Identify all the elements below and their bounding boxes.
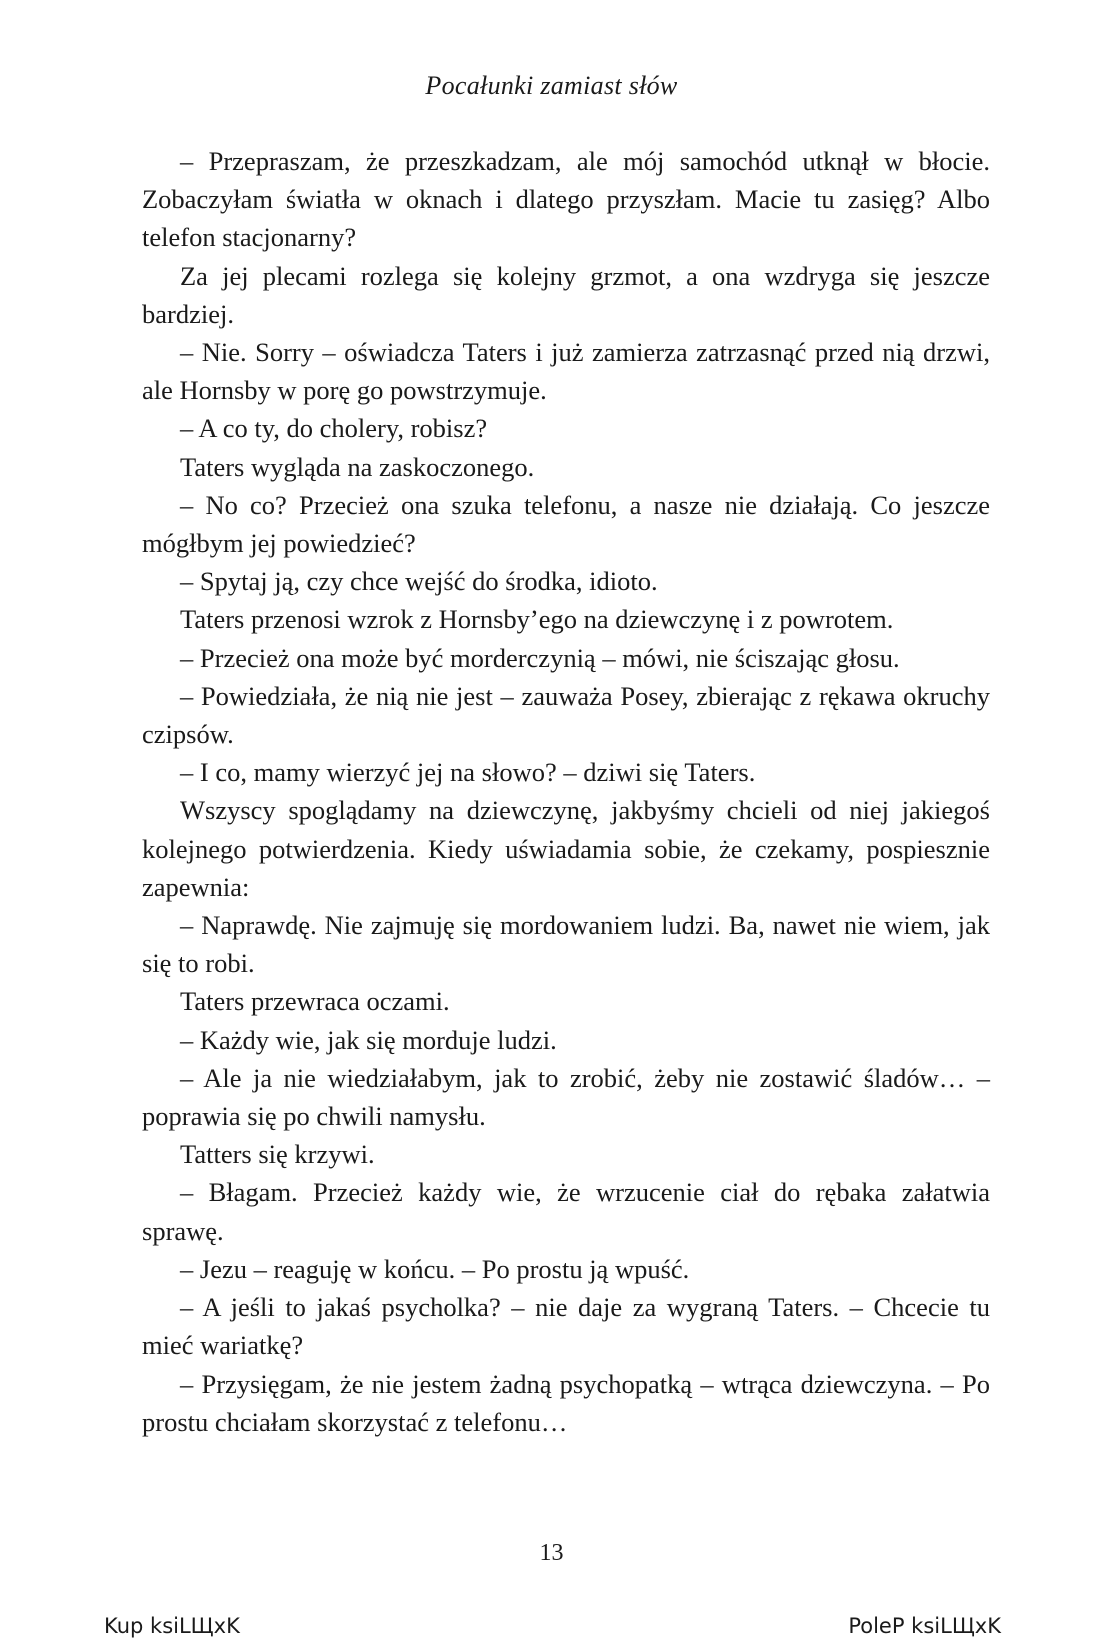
paragraph: – Powiedziała, że nią nie jest – zauważa Posey, zbierając z rękawa okruchy czipsów. — [142, 680, 990, 750]
paragraph: – No co? Przecież ona szuka telefonu, a nasze nie działają. Co jeszcze mógłbym jej powiedzieć? — [142, 489, 990, 559]
paragraph: – Przysięgam, że nie jestem żadną psychopatką – wtrąca dziewczyna. – Po prostu chciałam skorzystać z telefonu… — [142, 1368, 990, 1437]
paragraph: – Przecież ona może być morderczynią – mówi, nie ściszając głosu. — [180, 642, 900, 673]
paragraph: – Jezu – reaguję w końcu. – Po prostu ją wpuść. — [180, 1253, 690, 1284]
paragraph: – Naprawdę. Nie zajmuję się mordowaniem ludzi. Ba, nawet nie wiem, jak się to robi. — [142, 910, 990, 979]
recommend-book-link[interactable]: PoleP ksiLЩxK — [848, 1614, 1001, 1638]
paragraph: Taters przenosi wzrok z Hornsby’ego na dziewczynę i z powrotem. — [180, 604, 894, 635]
body-text — [142, 142, 990, 1441]
paragraph: Taters wygląda na zaskoczonego. — [180, 451, 535, 482]
paragraph: – Nie. Sorry – oświadcza Taters i już zamierza zatrzasnąć przed nią drzwi, ale Hornsby w porę go powstrzymuje. — [142, 337, 990, 406]
paragraph: – Każdy wie, jak się morduje ludzi. — [180, 1024, 557, 1055]
paragraph: – Przepraszam, że przeszkadzam, ale mój samochód utknął w błocie. Zobaczyłam światła w oknach i dlatego przyszłam. Macie tu zasięg? Albo telefon stacjonarny? — [142, 146, 990, 253]
page-number: 13 — [539, 1540, 564, 1566]
paragraph: – Błagam. Przecież każdy wie, że wrzucenie ciał do rębaka załatwia sprawę. — [142, 1177, 990, 1246]
paragraph: Taters przewraca oczami. — [180, 986, 450, 1017]
paragraph: – Spytaj ją, czy chce wejść do środka, idioto. — [180, 566, 658, 597]
buy-book-link[interactable]: Kup ksiLЩxK — [104, 1614, 240, 1638]
paragraph: – A co ty, do cholery, robisz? — [180, 413, 488, 444]
paragraph: Za jej plecami rozlega się kolejny grzmot, a ona wzdryga się jeszcze bardziej. — [142, 260, 990, 329]
paragraph: – A jeśli to jakaś psycholka? – nie daje za wygraną Taters. – Chcecie tu mieć wariatkę? — [142, 1292, 990, 1361]
paragraph: Tatters się krzywi. — [180, 1139, 375, 1170]
running-header: Pocałunki zamiast słów — [425, 71, 678, 100]
paragraph: – Ale ja nie wiedziałabym, jak to zrobić, żeby nie zostawić śladów… – poprawia się po chwili namysłu. — [142, 1062, 990, 1132]
paragraph: – I co, mamy wierzyć jej na słowo? – dziwi się Taters. — [180, 757, 756, 788]
paragraph: Wszyscy spoglądamy na dziewczynę, jakbyśmy chcieli od niej jakiegoś kolejnego potwierdzenia. Kiedy uświadamia sobie, że czekamy, pospiesznie zapewnia: — [142, 795, 990, 902]
